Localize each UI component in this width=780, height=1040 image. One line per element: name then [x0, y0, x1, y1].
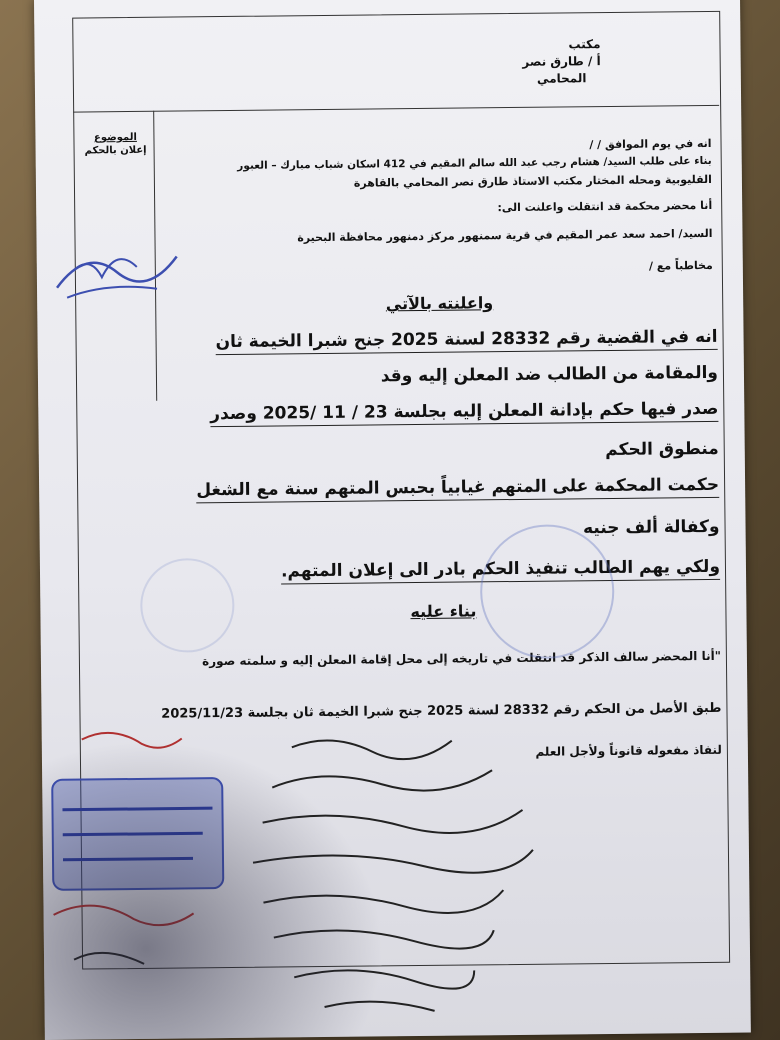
case-line-2: والمقامة من الطالب ضد المعلن إليه وقد: [380, 362, 719, 387]
subject-box: [75, 131, 155, 158]
subject-value: إعلان بالحكم: [84, 144, 147, 157]
subject-label: الموضوع: [93, 131, 137, 144]
case-line-4: منطوق الحكم: [605, 438, 719, 461]
execution-line: ولكي يهم الطالب تنفيذ الحكم بادر الى إعلان المتهم.: [281, 557, 720, 585]
addressing-line: مخاطباً مع /: [648, 258, 713, 273]
faded-stamp-2: [140, 558, 235, 653]
therefore-heading: بناء عليه: [410, 601, 477, 622]
closing-line-2: طبق الأصل من الحكم رقم 28332 لسنة 2025 جنح شبرا الخيمة ثان بجلسة 2025/11/23: [161, 700, 722, 722]
document-paper: [34, 0, 751, 1040]
case-line-1: انه في القضية رقم 28332 لسنة 2025 جنح شبرا الخيمة ثان: [215, 327, 717, 355]
closing-line-1: "أنا المحضر سالف الذكر قد انتقلت في تاريخه إلى محل إقامة المعلن إليه و سلمته صورة: [202, 648, 721, 669]
verdict-line-2: وكفالة ألف جنيه: [582, 516, 720, 539]
announce-heading: واعلنته بالآتي: [385, 293, 494, 314]
case-line-3: صدر فيها حكم بإدانة المعلن إليه بجلسة 23 / 11 /2025 وصدر: [210, 399, 718, 427]
office-line-1: مكتب: [568, 37, 601, 52]
handwritten-notes-icon: [232, 725, 555, 1028]
bailiff-line: أنا محضر محكمة قد انتقلت واعلنت الى:: [497, 198, 713, 215]
verdict-line-1: حكمت المحكمة على المتهم غيابياً بحبس المتهم سنة مع الشغل: [196, 475, 719, 503]
office-line-3: المحامي: [536, 71, 587, 86]
recipient-line: السيد/ احمد سعد عمر المقيم في قرية سمنهور مركز دمنهور محافظة البحيرة: [297, 226, 713, 245]
closing-line-3: لنفاذ مفعوله قانوناً ولأجل العلم: [535, 742, 722, 759]
official-stamp-icon: [42, 718, 235, 980]
margin-signature-icon: [46, 226, 187, 307]
day-line: انه في يوم الموافق / /: [589, 136, 712, 152]
address-line: القليوبية ومحله المختار مكتب الاستاذ طارق نصر المحامي بالقاهرة: [353, 172, 712, 190]
request-line: بناء على طلب السيد/ هشام رجب عبد الله سالم المقيم في 412 اسكان شباب مبارك – العبور: [237, 154, 712, 172]
faded-stamp: [480, 524, 615, 659]
office-line-2: أ / طارق نصر: [522, 54, 601, 69]
office-header: [522, 36, 601, 88]
